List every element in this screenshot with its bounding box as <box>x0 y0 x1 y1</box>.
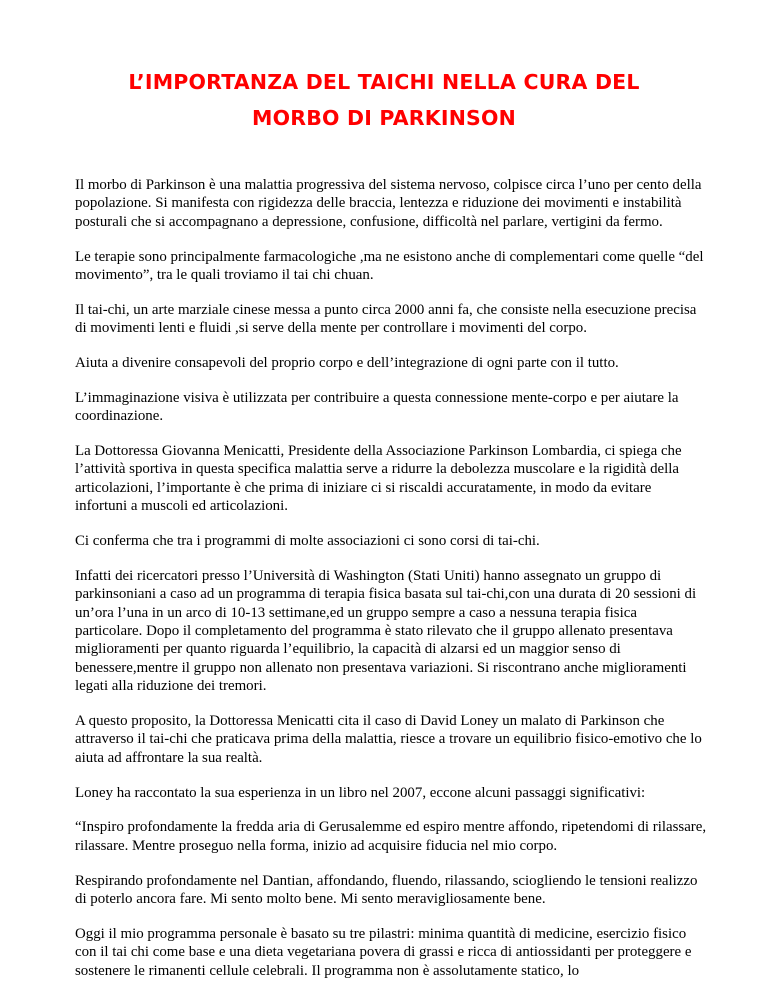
paragraph: L’immaginazione visiva è utilizzata per contribuire a questa connessione mente-corpo e per aiutare la coordinazione. <box>75 389 679 425</box>
title-line-2: MORBO DI PARKINSON <box>252 106 516 130</box>
paragraph: Ci conferma che tra i programmi di molte associazioni ci sono corsi di tai-chi. <box>75 533 540 550</box>
paragraph: Respirando profondamente nel Dantian, affondando, fluendo, rilassando, sciogliendo le tensioni realizzo di poterlo ancora fare. Mi sento molto bene. Mi sento meravigliosamente bene. <box>75 872 698 908</box>
paragraph: A questo proposito, la Dottoressa Menicatti cita il caso di David Loney un malato di Parkinson che attraverso il tai-chi che praticava prima della malattia, riesce a trovare un equilibrio fisico-emotivo che lo aiuta ad affrontare la sua realtà. <box>75 713 702 766</box>
paragraph: Infatti dei ricercatori presso l’Università di Washington (Stati Uniti) hanno assegnato un gruppo di parkinsoniani a caso ad un programma di terapia fisica basata sul tai-chi,con una durata di 20 sessioni di un’ora l’una in un arco di 10-13 settimane,ed un gruppo sempre a caso a nessuna terapia fisica particolare. Dopo il completamento del programma è stato rilevato che il gruppo allenato presentava miglioramenti per quanto riguarda l’equilibrio, la capacità di alzarsi ed un maggior senso di benessere,mentre il gruppo non allenato non presentava variazioni. Si riscontrano anche miglioramenti legati alla riduzione dei tremori. <box>75 567 697 695</box>
paragraph: Il tai-chi, un arte marziale cinese messa a punto circa 2000 anni fa, che consiste nella esecuzione precisa di movimenti lenti e fluidi ,si serve della mente per controllare i movimenti del corpo. <box>75 301 697 337</box>
paragraph: Loney ha raccontato la sua esperienza in un libro nel 2007, eccone alcuni passaggi significativi: <box>75 784 646 801</box>
paragraph: “Inspiro profondamente la fredda aria di Gerusalemme ed espiro mentre affondo, ripetendomi di rilassare, rilassare. Mentre proseguo nella forma, inizio ad acquisire fiducia nel mio corpo. <box>75 819 707 854</box>
paragraph: Il morbo di Parkinson è una malattia progressiva del sistema nervoso, colpisce circa l’uno per cento della popolazione. Si manifesta con rigidezza delle braccia, lentezza e riduzione dei movimenti e instabilità posturali che si accompagnano a depressione, confusione, difficoltà nel parlare, vertigini da fermo. <box>75 177 702 230</box>
title-line-1: L’IMPORTANZA DEL TAICHI NELLA CURA DEL <box>128 70 640 94</box>
paragraph: La Dottoressa Giovanna Menicatti, Presidente della Associazione Parkinson Lombardia, ci spiega che l’attività sportiva in questa specifica malattia serve a ridurre la debolezza muscolare e la rigidità della articolazioni, l’importante è che prima di iniziare ci si riscaldi accuratamente, in modo da evitare infortuni a muscoli ed articolazioni. <box>75 443 682 515</box>
document-body <box>75 176 707 994</box>
paragraph: Oggi il mio programma personale è basato su tre pilastri: minima quantità di medicine, esercizio fisico con il tai chi come base e una dieta vegetariana povera di grassi e ricca di antiossidanti per proteggere e sostenere le rimanenti cellule celebrali. Il programma non è assolutamente statico, lo <box>75 925 692 979</box>
paragraph: Le terapie sono principalmente farmacologiche ,ma ne esistono anche di complementari come quelle “del movimento”, tra le quali troviamo il tai chi chuan. <box>75 248 704 284</box>
page-title <box>40 64 728 136</box>
paragraph: Aiuta a divenire consapevoli del proprio corpo e dell’integrazione di ogni parte con il tutto. <box>75 355 619 372</box>
